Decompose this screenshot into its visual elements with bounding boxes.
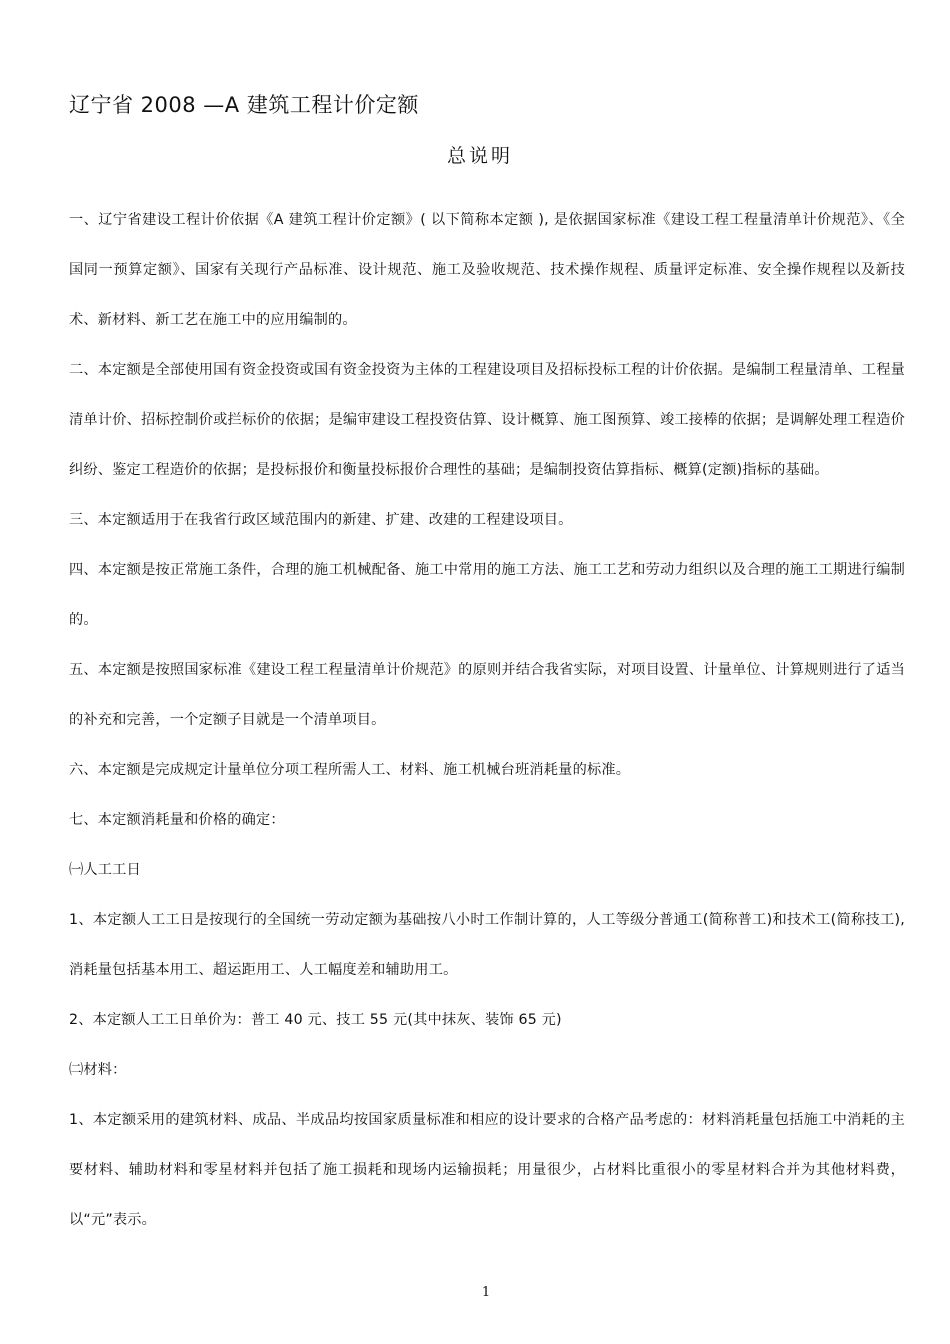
paragraph-5: 五、本定额是按照国家标准《建设工程工程量清单计价规范》的原则并结合我省实际，对项目设置、计量单位、计算规则进行了适当的补充和完善，一个定额子目就是一个清单项目。 <box>69 662 905 728</box>
document-title: 辽宁省 2008 —A 建筑工程计价定额 <box>69 93 419 117</box>
paragraph-labor-1: 1、本定额人工工日是按现行的全国统一劳动定额为基础按八小时工作制计算的，人工等级分普通工(简称普工)和技术工(简称技工), 消耗量包括基本用工、超运距用工、人工幅度差和辅助用工。 <box>69 912 905 978</box>
paragraph-labor-2: 2、本定额人工工日单价为：普工 40 元、技工 55 元(其中抹灰、装饰 65 元) <box>69 1012 562 1028</box>
subheading-materials: ㈡材料： <box>69 1062 127 1078</box>
page-number: 1 <box>481 1285 491 1300</box>
paragraph-6: 六、本定额是完成规定计量单位分项工程所需人工、材料、施工机械台班消耗量的标准。 <box>69 762 631 778</box>
paragraph-4: 四、本定额是按正常施工条件，合理的施工机械配备、施工中常用的施工方法、施工工艺和劳动力组织以及合理的施工工期进行编制的。 <box>69 562 905 628</box>
paragraph-3: 三、本定额适用于在我省行政区域范围内的新建、扩建、改建的工程建设项目。 <box>69 512 573 528</box>
section-title: 总说明 <box>446 145 513 167</box>
paragraph-7: 七、本定额消耗量和价格的确定： <box>69 812 285 828</box>
subheading-labor: ㈠人工工日 <box>69 862 141 878</box>
document-body <box>69 195 905 1245</box>
paragraph-2: 二、本定额是全部使用国有资金投资或国有资金投资为主体的工程建设项目及招标投标工程的计价依据。是编制工程量清单、工程量清单计价、招标控制价或拦标价的依据；是编审建设工程投资估算、设计概算、施工图预算、竣工接棒的依据；是调解处理工程造价纠纷、鉴定工程造价的依据；是投标报价和衡量投标报价合理性的基础；是编制投资估算指标、概算(定额)指标的基础。 <box>69 362 905 478</box>
paragraph-materials-1: 1、本定额采用的建筑材料、成品、半成品均按国家质量标准和相应的设计要求的合格产品考虑的：材料消耗量包括施工中消耗的主要材料、辅助材料和零星材料并包括了施工损耗和现场内运输损耗；用量很少，占材料比重很小的零星材料合并为其他材料费，以“元”表示。 <box>69 1112 905 1228</box>
paragraph-1: 一、辽宁省建设工程计价依据《A 建筑工程计价定额》( 以下简称本定额 ), 是依据国家标准《建设工程工程量清单计价规范》、《全国同一预算定额》、国家有关现行产品标准、设计规范、施工及验收规范、技术操作规程、质量评定标准、安全操作规程以及新技术、新材料、新工艺在施工中的应用编制的。 <box>69 212 905 328</box>
